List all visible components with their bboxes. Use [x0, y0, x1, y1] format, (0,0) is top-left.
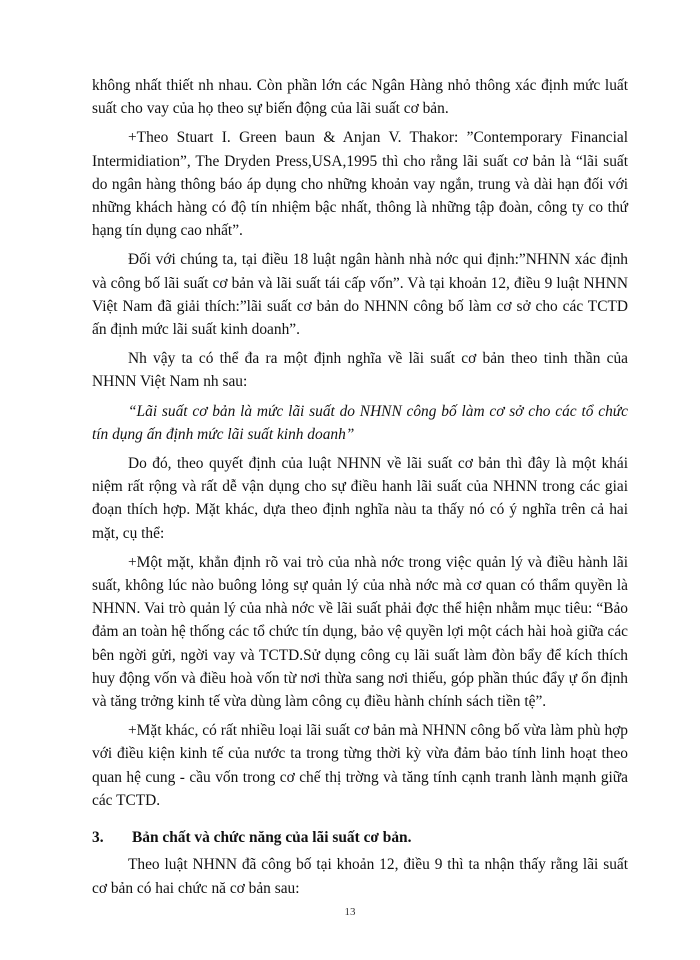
document-body	[92, 74, 628, 906]
section-heading	[92, 826, 628, 849]
paragraph-functions-intro: Theo luật NHNN đã công bố tại khoản 12, điều 9 thì ta nhận thấy rằng lãi suất cơ bản có hai chức nă cơ bản sau:	[92, 856, 628, 897]
paragraph-state-role: +Một mặt, khẳn định rõ vai trò của nhà nớc trong việc quản lý và điều hành lãi suất, không lúc nào buông lỏng sự quản lý của nhà nớc mà cơ quan có thẩm quyền là NHNN. Vai trò quản lý của nhà nớc về lãi suất phải đợc thể hiện nhằm mục tiêu: “Bảo đảm an toàn hệ thống các tổ chức tín dụng, bảo vệ quyền lợi một cách hài hoà giữa các bên ngời gửi, ngời vay và TCTD.Sử dụng công cụ lãi suất làm đòn bẩy để kích thích huy động vốn và điều hoà vốn từ nơi thừa sang nơi thiếu, góp phần thúc đẩy ự ổn định và tăng trởng kinh tế vừa dùng làm công cụ điều hành chính sách tiền tệ”.	[92, 553, 628, 711]
section-title: Bản chất và chức năng của lãi suất cơ bản.	[132, 829, 412, 847]
page-number: 13	[344, 906, 356, 918]
paragraph-green-baun-citation: +Theo Stuart I. Green baun & Anjan V. Thakor: ”Contemporary Financial Intermidiation”, The Dryden Press,USA,1995 thì cho rằng lãi suất cơ bản là “lãi suất do ngân hàng thông báo áp dụng cho những khoản vay ngắn, trung và dài hạn đối với những khách hàng có độ tín nhiệm bậc nhất, thông là những tập đoàn, công ty co thứ hạng tín dụng cao nhất”.	[92, 129, 628, 240]
section-number: 3.	[92, 829, 104, 847]
paragraph-definition-intro: Nh vậy ta có thể đa ra một định nghĩa về lãi suất cơ bản theo tinh thần của NHNN Việt Nam nh sau:	[92, 350, 628, 391]
paragraph-concept-scope: Do đó, theo quyết định của luật NHNN về lãi suất cơ bản thì đây là một khái niệm rất rộng và rất dễ vận dụng cho sự điều hanh lãi suất của NHNN trong các giai đoạn thích hợp. Mặt khác, dựa theo định nghĩa nàu ta thấy nó có ý nghĩa trên cả hai mặt, cụ thể:	[92, 455, 628, 542]
paragraph-continuation: không nhất thiết nh nhau. Còn phần lớn các Ngân Hàng nhỏ thông xác định mức luất suất cho vay của họ theo sự biến động của lãi suất cơ bản.	[92, 77, 628, 118]
paragraph-law-article-18: Đối với chúng ta, tại điều 18 luật ngân hành nhà nớc qui định:”NHNN xác định và công bố lãi suất cơ bản và lãi suất tái cấp vốn”. Và tại khoản 12, điều 9 luật NHNN Việt Nam đã giải thích:”lãi suất cơ bản do NHNN công bố làm cơ sở cho các TCTD ấn định mức lãi suất kinh doanh”.	[92, 251, 628, 339]
paragraph-definition-quote: “Lãi suất cơ bản là mức lãi suất do NHNN công bố làm cơ sở cho các tổ chức tín dụng ấn định mức lãi suất kinh doanh”	[92, 402, 628, 443]
paragraph-rate-flexibility: +Mặt khác, có rất nhiều loại lãi suất cơ bản mà NHNN công bố vừa làm phù hợp với điều kiện kinh tế của nước ta trong từng thời kỳ vừa đảm bảo tính linh hoạt theo quan hệ cung - cầu vốn trong cơ chế thị trờng và tăng tính cạnh tranh lành mạnh giữa các TCTD.	[92, 722, 628, 809]
